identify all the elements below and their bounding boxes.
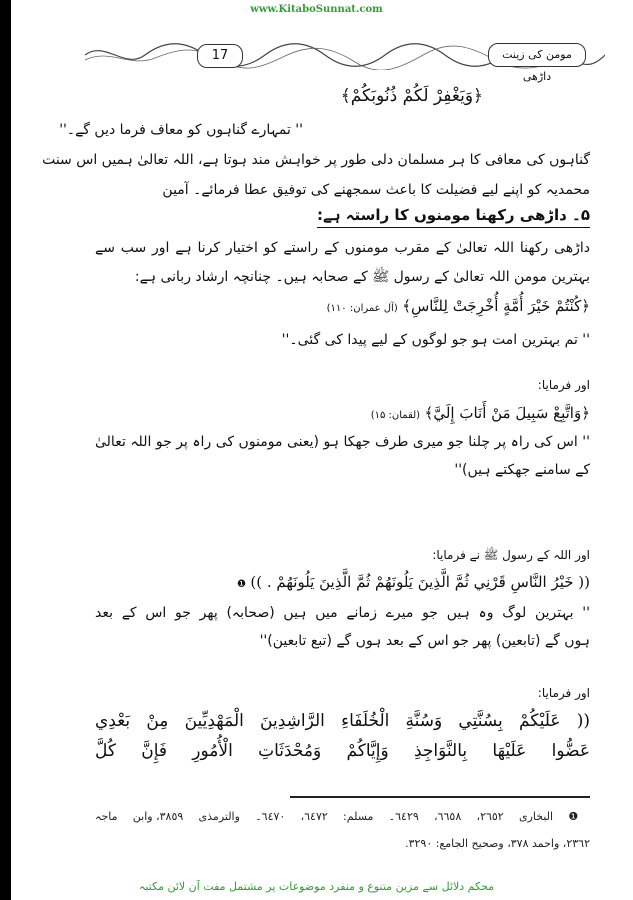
hadith-2-line-1: (( عَلَيْكُمْ بِسُنَّتِي وَسُنَّةِ الْخُلَفَاءِ الرَّاشِدِينَ الْمَهْدِيِّينَ مِنْ بَعْدِي xyxy=(95,711,590,731)
and-said-label-2: اور فرمایا: xyxy=(537,686,590,700)
footnote-line-1 xyxy=(95,810,590,823)
footnote-divider xyxy=(290,796,590,798)
ayah-2-translation: '' تم بہترین امت ہو جو لوگوں کے لیے پیدا کی گئی۔'' xyxy=(281,332,590,348)
hadith-1-row xyxy=(237,572,590,595)
hadith-1: (( خَيْرُ النَّاسِ قَرْنِي ثُمَّ الَّذِينَ يَلُونَهُمْ ثُمَّ الَّذِينَ يَلُونَهُمْ . )) xyxy=(250,573,590,591)
ayah-3-reference: (لقمان: ۱۵) xyxy=(370,410,421,421)
paragraph-1-line-1: گناہوں کی معافی کا ہر مسلمان دلی طور پر خواہش مند ہوتا ہے، اللہ تعالیٰ ہمیں اس سنت xyxy=(42,152,590,168)
paragraph-2-line-1: داڑھی رکھنا اللہ تعالیٰ کے مقرب مومنوں کے راستے کو اختیار کرنا ہے اور سب سے xyxy=(95,240,590,256)
page-number: 17 xyxy=(197,44,243,68)
scan-edge xyxy=(0,0,11,900)
ayah-1: ﴿وَيَغْفِرْ لَكُمْ ذُنُوبَكُمْ﴾ xyxy=(340,86,483,106)
ayah-2-reference: (آل عمران: ۱۱۰) xyxy=(326,303,398,314)
ayah-3-row xyxy=(371,403,590,426)
ayah-3: ﴿وَاتَّبِعْ سَبِيلَ مَنْ أَنَابَ إِلَيَّ﴾ xyxy=(424,404,590,422)
footnote-marker[interactable]: ❶ xyxy=(236,579,246,590)
ayah-1-translation: '' تمہارے گناہوں کو معاف فرما دیں گے۔'' xyxy=(59,122,303,138)
and-said-label-1: اور فرمایا: xyxy=(537,378,590,392)
ayah-3-translation-line-2: کے سامنے جھکتے ہیں)'' xyxy=(454,462,590,478)
section-heading: ۵۔ داڑھی رکھنا مومنوں کا راستہ ہے: xyxy=(317,205,590,228)
hadith-1-translation-line-1: '' بہترین لوگ وہ ہیں جو میرے زمانے میں ہیں (صحابہ) پھر جو اس کے بعد xyxy=(95,605,590,621)
hadith-1-translation-line-2: ہوں گے (تابعین) پھر جو اس کے بعد ہوں گے (تبع تابعین)'' xyxy=(259,633,590,649)
footer-banner: محکم دلائل سے مزین متنوع و منفرد موضوعات پر مشتمل مفت آن لائن مکتبہ xyxy=(138,880,495,893)
ayah-2: ﴿كُنْتُمْ خَيْرَ أُمَّةٍ أُخْرِجَتْ لِلنَّاسِ﴾ xyxy=(402,297,590,315)
footnote-number: ❶ xyxy=(568,810,591,823)
hadith-2-line-2: عَضُّوا عَلَيْهَا بِالنَّوَاجِذِ وَإِيَّاكُمْ وَمُحْدَثَاتِ الْأُمُورِ فَإِنَّ كُلَّ xyxy=(95,741,590,761)
ayah-3-translation-line-1: '' اس کی راہ پر چلنا جو میری طرف جھکا ہو (یعنی مومنوں کی راہ پر جو اللہ تعالیٰ xyxy=(95,434,590,450)
prophet-said-label: اور اللہ کے رسول ﷺ نے فرمایا: xyxy=(432,548,590,562)
ayah-2-row xyxy=(327,296,590,319)
footnote-text-1: البخاری ۲٦٥۲، ٦٦٥۸، ٦٤۲۹۔ مسلم: ٦٤٧۲، ٦٤٧٠۔ والترمذی ۳۸٥۹، وابن ماجہ xyxy=(95,810,554,823)
paragraph-1-line-2: محمدیہ کو اپنے لیے فضیلت کا باعث سمجھنے کی توفیق عطا فرمائے۔ آمین xyxy=(162,182,590,198)
paragraph-2-line-2: بہترین مومن اللہ تعالیٰ کے رسول ﷺ کے صحابہ ہیں۔ چنانچہ ارشاد ربانی ہے: xyxy=(134,269,590,285)
running-title: مومن کی زینت داڑھی xyxy=(488,43,586,67)
footnote-line-2: ۲۳٦۲، واحمد ۳۷۸، وصحیح الجامع: ۳۲۹٠. xyxy=(405,837,590,850)
watermark-url[interactable]: www.KitaboSunnat.com xyxy=(250,4,383,15)
